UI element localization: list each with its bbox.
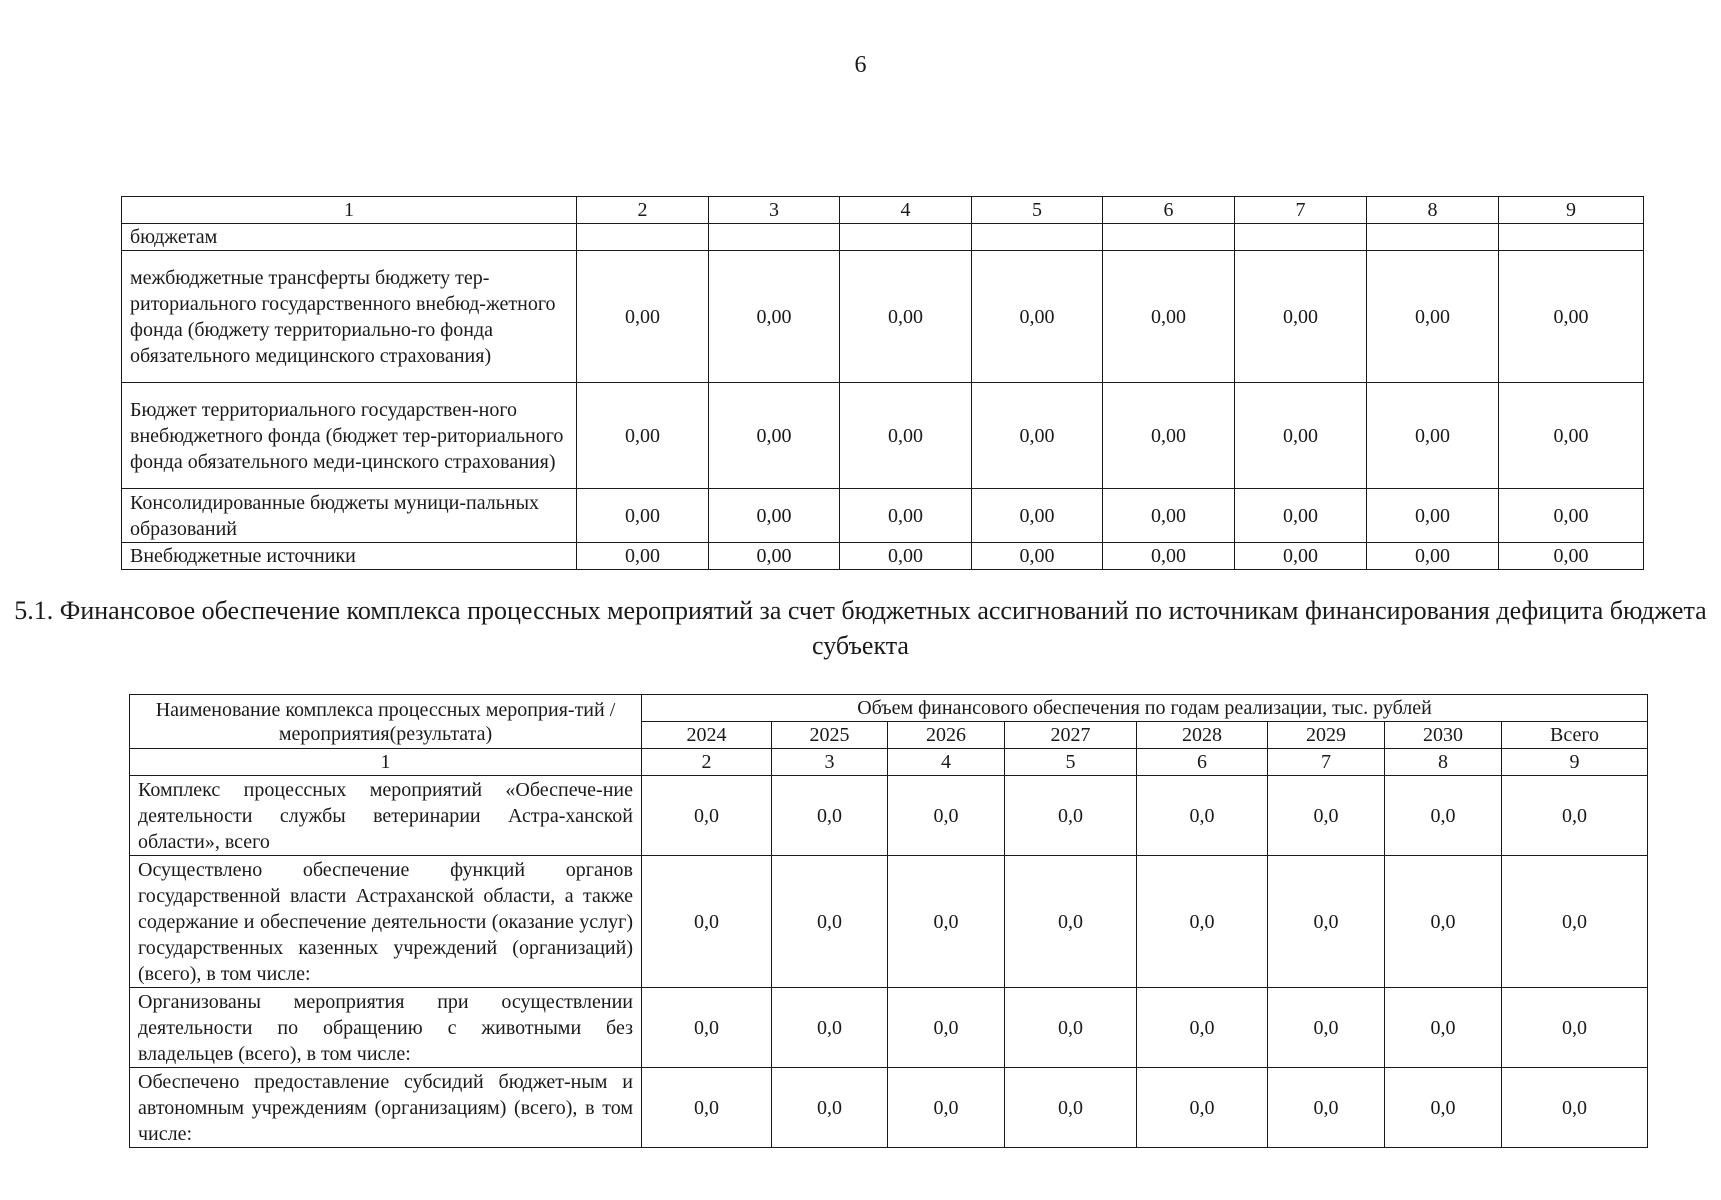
row-value (1499, 224, 1644, 251)
top-table-body (122, 197, 1644, 570)
name-column-header: Наименование комплекса процессных мероприя-тий / мероприятия(результата) (130, 695, 642, 749)
year-header: 2030 (1385, 722, 1502, 749)
row-value: 0,0 (1137, 988, 1268, 1068)
row-value: 0,00 (709, 543, 840, 570)
column-number: 4 (840, 197, 972, 224)
total-header: Всего (1502, 722, 1648, 749)
row-value: 0,00 (1103, 543, 1235, 570)
column-number: 7 (1268, 749, 1385, 776)
year-header: 2024 (642, 722, 772, 749)
table-row (130, 856, 1648, 988)
row-label: Внебюджетные источники (122, 543, 577, 570)
volume-header: Объем финансового обеспечения по годам реализации, тыс. рублей (642, 695, 1648, 722)
bottom-table-body (130, 749, 1648, 1148)
row-value: 0,0 (1005, 776, 1137, 856)
row-value: 0,0 (1005, 1068, 1137, 1148)
row-value: 0,00 (709, 383, 840, 489)
row-value: 0,0 (888, 988, 1005, 1068)
column-number: 7 (1235, 197, 1367, 224)
row-label: Обеспечено предоставление субсидий бюджет-ным и автономным учреждениям (организациям) (всего), в том числе: (130, 1068, 642, 1148)
row-label: межбюджетные трансферты бюджету тер-риториального государственного внебюд-жетного фонда (бюджету территориально-го фонда обязательного медицинского страхования) (122, 251, 577, 383)
row-value: 0,0 (1385, 776, 1502, 856)
page-number: 6 (854, 52, 867, 78)
row-value: 0,0 (1385, 988, 1502, 1068)
row-value: 0,0 (1502, 776, 1648, 856)
row-value: 0,0 (888, 856, 1005, 988)
row-value: 0,00 (1103, 383, 1235, 489)
column-number: 5 (972, 197, 1103, 224)
row-value: 0,0 (1385, 1068, 1502, 1148)
row-value: 0,0 (1137, 776, 1268, 856)
row-label: Бюджет территориального государствен-ного внебюджетного фонда (бюджет тер-риториального фонда обязательного меди-цинского страхования) (122, 383, 577, 489)
column-number: 1 (130, 749, 642, 776)
row-value: 0,00 (1367, 489, 1499, 543)
table-row (122, 224, 1644, 251)
row-value: 0,0 (1268, 988, 1385, 1068)
row-value: 0,00 (972, 489, 1103, 543)
year-header: 2027 (1005, 722, 1137, 749)
row-value (840, 224, 972, 251)
row-value: 0,0 (642, 988, 772, 1068)
row-value: 0,00 (972, 543, 1103, 570)
row-value: 0,0 (1005, 988, 1137, 1068)
row-value: 0,0 (1137, 1068, 1268, 1148)
row-value: 0,00 (972, 251, 1103, 383)
header-row (130, 695, 1648, 722)
row-value (577, 224, 709, 251)
row-value: 0,0 (888, 776, 1005, 856)
column-number-row (122, 197, 1644, 224)
column-number: 2 (642, 749, 772, 776)
row-value: 0,00 (1103, 489, 1235, 543)
row-value: 0,0 (1502, 988, 1648, 1068)
column-number: 1 (122, 197, 577, 224)
row-value (1235, 224, 1367, 251)
year-header: 2029 (1268, 722, 1385, 749)
row-value: 0,00 (1235, 543, 1367, 570)
row-value: 0,00 (577, 383, 709, 489)
column-number: 9 (1499, 197, 1644, 224)
row-value: 0,0 (1385, 856, 1502, 988)
row-value (709, 224, 840, 251)
row-value: 0,00 (1499, 543, 1644, 570)
row-value: 0,00 (709, 489, 840, 543)
row-value: 0,00 (1235, 489, 1367, 543)
row-label: Комплекс процессных мероприятий «Обеспече-ние деятельности службы ветеринарии Астра-ханской области», всего (130, 776, 642, 856)
row-value: 0,00 (1499, 489, 1644, 543)
row-value: 0,00 (1367, 251, 1499, 383)
row-value: 0,00 (709, 251, 840, 383)
row-value: 0,0 (642, 1068, 772, 1148)
row-label: Организованы мероприятия при осуществлении деятельности по обращению с животными без владельцев (всего), в том числе: (130, 988, 642, 1068)
column-number: 3 (709, 197, 840, 224)
row-value: 0,00 (577, 543, 709, 570)
row-value: 0,0 (888, 1068, 1005, 1148)
row-value: 0,00 (577, 489, 709, 543)
year-header: 2028 (1137, 722, 1268, 749)
row-value (1103, 224, 1235, 251)
row-value: 0,0 (642, 776, 772, 856)
row-value: 0,00 (1499, 251, 1644, 383)
row-value: 0,0 (1502, 856, 1648, 988)
column-number: 3 (772, 749, 888, 776)
table-row (130, 1068, 1648, 1148)
row-value: 0,0 (1502, 1068, 1648, 1148)
table-row (122, 489, 1644, 543)
row-value: 0,00 (840, 251, 972, 383)
column-number: 8 (1385, 749, 1502, 776)
row-value: 0,0 (1268, 776, 1385, 856)
column-number: 4 (888, 749, 1005, 776)
column-number: 8 (1367, 197, 1499, 224)
row-value: 0,00 (840, 489, 972, 543)
row-value: 0,00 (1499, 383, 1644, 489)
row-value: 0,0 (1268, 1068, 1385, 1148)
table-row (130, 776, 1648, 856)
column-number-row (130, 749, 1648, 776)
row-value: 0,00 (1367, 383, 1499, 489)
row-value: 0,0 (772, 988, 888, 1068)
row-value: 0,0 (772, 1068, 888, 1148)
row-value: 0,0 (772, 776, 888, 856)
year-header: 2026 (888, 722, 1005, 749)
table-row (122, 251, 1644, 383)
row-value: 0,00 (840, 383, 972, 489)
row-value: 0,00 (1235, 251, 1367, 383)
row-label: бюджетам (122, 224, 577, 251)
row-value: 0,00 (1235, 383, 1367, 489)
table-row (130, 988, 1648, 1068)
row-value: 0,0 (1268, 856, 1385, 988)
row-value: 0,0 (772, 856, 888, 988)
table-row (122, 543, 1644, 570)
column-number: 6 (1103, 197, 1235, 224)
bottom-financing-table (129, 694, 1648, 1148)
column-number: 6 (1137, 749, 1268, 776)
row-value: 0,00 (972, 383, 1103, 489)
row-value: 0,0 (1137, 856, 1268, 988)
row-value: 0,00 (840, 543, 972, 570)
section-title: 5.1. Финансовое обеспечение комплекса процессных мероприятий за счет бюджетных ассигнований по источникам финансирования дефицита бюджета субъекта (14, 596, 1707, 660)
row-value: 0,0 (1005, 856, 1137, 988)
column-number: 9 (1502, 749, 1648, 776)
row-value (1367, 224, 1499, 251)
row-label: Осуществлено обеспечение функций органов государственной власти Астраханской области, а также содержание и обеспечение деятельности (оказание услуг) государственных казенных учреждений (организаций) (всего), в том числе: (130, 856, 642, 988)
table-row (122, 383, 1644, 489)
top-financing-table (121, 196, 1644, 570)
row-value (972, 224, 1103, 251)
year-header: 2025 (772, 722, 888, 749)
column-number: 2 (577, 197, 709, 224)
column-number: 5 (1005, 749, 1137, 776)
row-value: 0,0 (642, 856, 772, 988)
row-value: 0,00 (1367, 543, 1499, 570)
row-label: Консолидированные бюджеты муници-пальных образований (122, 489, 577, 543)
row-value: 0,00 (577, 251, 709, 383)
row-value: 0,00 (1103, 251, 1235, 383)
bottom-table-header (130, 695, 1648, 749)
